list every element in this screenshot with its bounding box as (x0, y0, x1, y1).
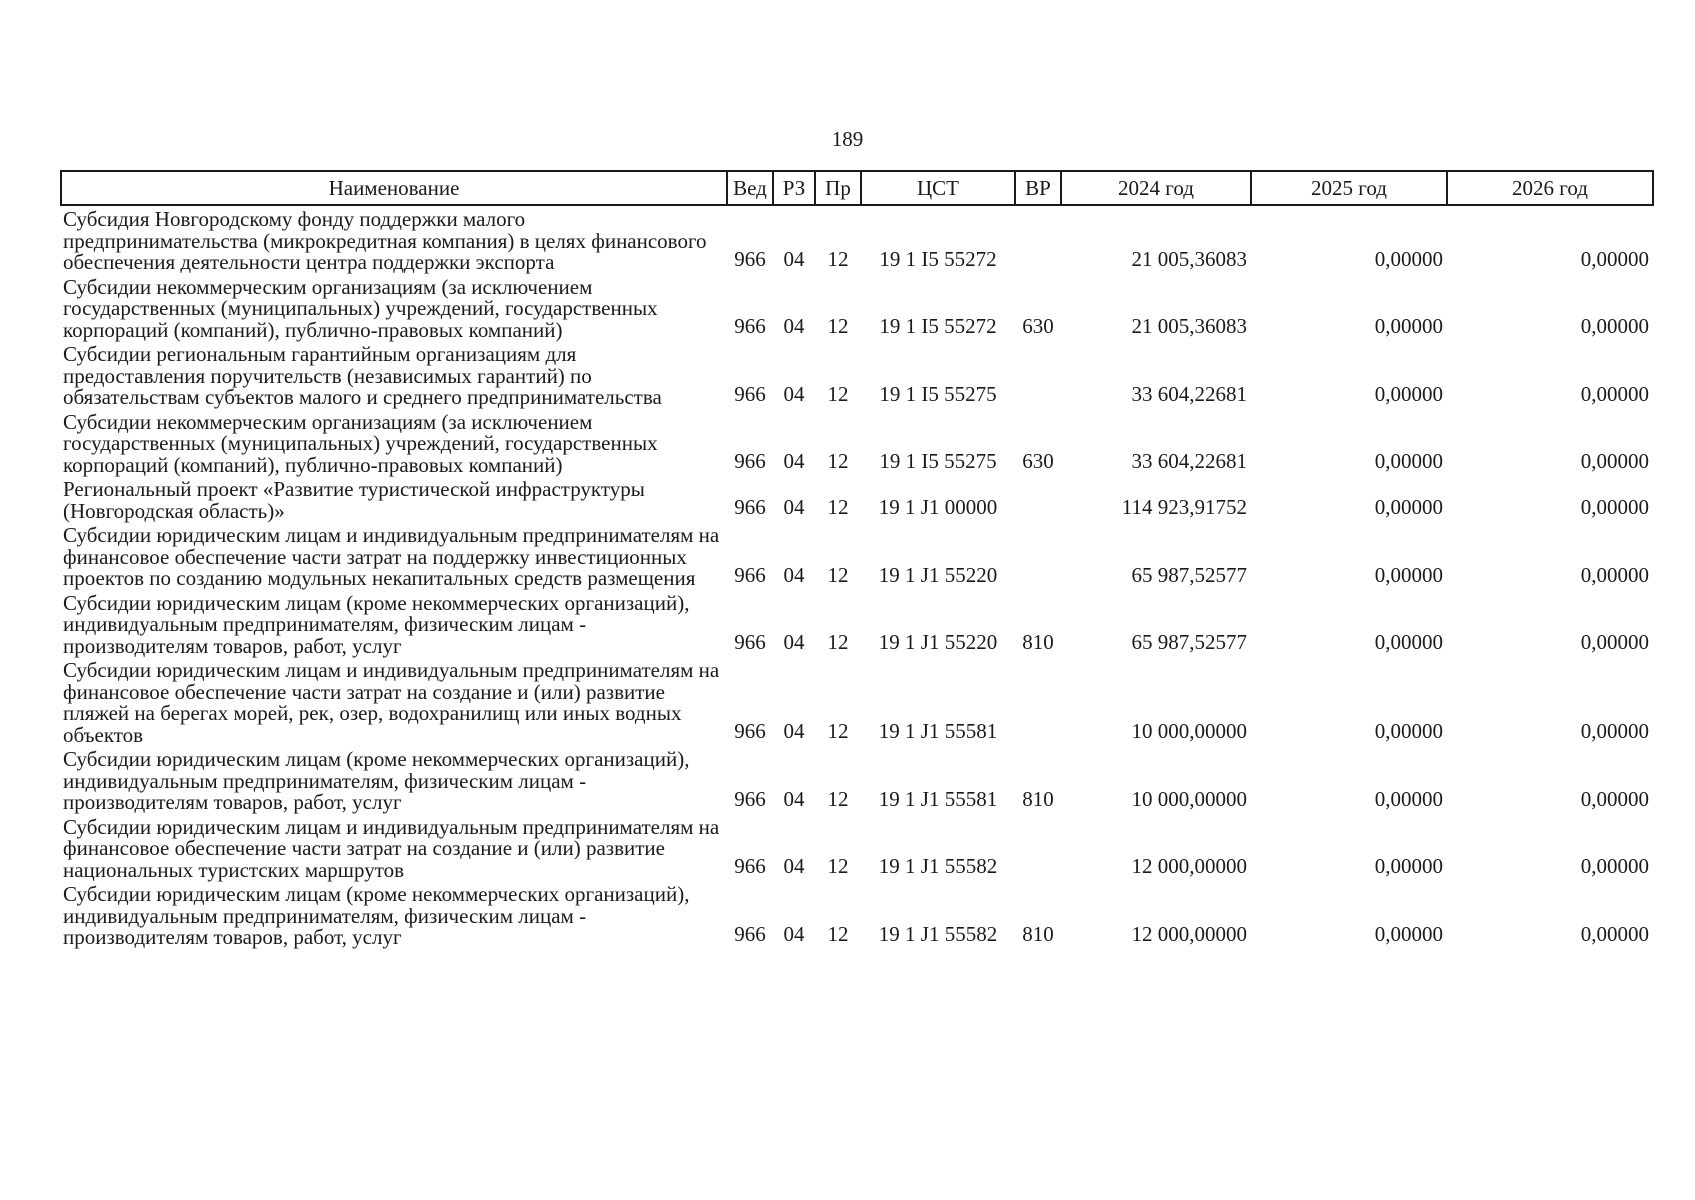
row-rz: 04 (783, 381, 805, 406)
row-amount-2024: 10 000,00000 (1131, 786, 1247, 811)
row-amount-2025: 0,00000 (1374, 719, 1443, 743)
row-ved: 966 (734, 246, 766, 271)
table-row (61, 657, 1653, 746)
row-amount-2025: 0,00000 (1374, 381, 1443, 406)
row-name: Субсидии юридическим лицам и индивидуальным предпринимателям на финансовое обеспечение части затрат на создание и (или) развитие национальных туристских маршрутов (63, 814, 720, 882)
table-row (61, 409, 1653, 477)
row-name: Субсидии региональным гарантийным организациям для предоставления поручительств (независимых гарантий) по обязательствам субъектов малого и среднего предпринимательства (63, 342, 662, 409)
header-rz: РЗ (773, 171, 815, 205)
row-pr: 12 (827, 786, 849, 811)
row-amount-2024: 21 005,36083 (1131, 246, 1247, 271)
row-amount-2025: 0,00000 (1374, 495, 1443, 519)
row-rz: 04 (783, 719, 805, 743)
row-amount-2024: 21 005,36083 (1131, 314, 1247, 338)
header-2026: 2026 год (1447, 171, 1653, 205)
row-pr: 12 (827, 562, 849, 587)
row-amount-2026: 0,00000 (1580, 246, 1649, 271)
row-vr: 810 (1022, 630, 1054, 654)
row-amount-2026: 0,00000 (1580, 495, 1649, 519)
row-rz: 04 (783, 246, 805, 271)
row-rz: 04 (783, 314, 805, 338)
row-amount-2026: 0,00000 (1580, 786, 1649, 811)
row-amount-2025: 0,00000 (1374, 246, 1443, 271)
row-rz: 04 (783, 630, 805, 654)
row-ved: 966 (734, 921, 766, 946)
row-vr: 630 (1022, 449, 1054, 473)
row-rz: 04 (783, 495, 805, 519)
row-pr: 12 (827, 314, 849, 338)
row-amount-2026: 0,00000 (1580, 449, 1649, 473)
row-ved: 966 (734, 786, 766, 811)
row-amount-2024: 33 604,22681 (1131, 381, 1247, 406)
row-amount-2026: 0,00000 (1580, 719, 1649, 743)
row-name: Субсидии юридическим лицам (кроме некоммерческих организаций), индивидуальным предпринимателям, физическим лицам - производителям товаров, работ, услуг (63, 590, 690, 658)
row-ved: 966 (734, 854, 766, 878)
row-rz: 04 (783, 786, 805, 811)
budget-table (60, 170, 1654, 949)
table-row (61, 590, 1653, 658)
row-vr: 810 (1022, 786, 1054, 811)
header-ved: Вед (727, 171, 773, 205)
row-cst: 19 1 J1 55581 (878, 719, 998, 743)
row-pr: 12 (827, 854, 849, 878)
row-rz: 04 (783, 449, 805, 473)
table-row (61, 881, 1653, 949)
row-amount-2025: 0,00000 (1374, 630, 1443, 654)
row-vr (1015, 522, 1061, 590)
row-amount-2024: 10 000,00000 (1131, 719, 1247, 743)
row-name: Субсидии некоммерческим организациям (за исключением государственных (муниципальных) учреждений, государственных корпораций (компаний), публично-правовых компаний) (63, 409, 658, 477)
row-amount-2024: 12 000,00000 (1131, 921, 1247, 946)
row-ved: 966 (734, 562, 766, 587)
row-amount-2025: 0,00000 (1374, 786, 1443, 811)
row-cst: 19 1 I5 55272 (879, 314, 997, 338)
row-vr (1015, 341, 1061, 409)
row-rz: 04 (783, 921, 805, 946)
row-vr: 810 (1022, 921, 1054, 946)
row-pr: 12 (827, 495, 849, 519)
row-rz: 04 (783, 854, 805, 878)
header-name: Наименование (61, 171, 727, 205)
row-cst: 19 1 I5 55275 (879, 381, 997, 406)
row-amount-2025: 0,00000 (1374, 314, 1443, 338)
row-cst: 19 1 J1 55581 (878, 786, 998, 811)
table-row (61, 814, 1653, 882)
table-row (61, 274, 1653, 342)
row-cst: 19 1 J1 00000 (878, 495, 998, 519)
row-amount-2026: 0,00000 (1580, 381, 1649, 406)
row-vr (1015, 205, 1061, 274)
row-vr (1015, 476, 1061, 522)
row-amount-2024: 114 923,91752 (1121, 495, 1247, 519)
header-cst: ЦСТ (861, 171, 1015, 205)
header-pr: Пр (815, 171, 861, 205)
row-vr (1015, 814, 1061, 882)
table-body (61, 205, 1653, 949)
row-ved: 966 (734, 630, 766, 654)
row-name: Региональный проект «Развитие туристической инфраструктуры (Новгородская область)» (63, 477, 645, 523)
row-cst: 19 1 I5 55272 (879, 246, 997, 271)
row-vr: 630 (1022, 314, 1054, 338)
row-cst: 19 1 J1 55582 (878, 921, 998, 946)
header-2024: 2024 год (1061, 171, 1251, 205)
row-amount-2025: 0,00000 (1374, 562, 1443, 587)
row-name: Субсидии юридическим лицам и индивидуальным предпринимателям на финансовое обеспечение части затрат на создание и (или) развитие пляжей на берегах морей, рек, озер, водохранилищ или иных водных объектов (63, 658, 720, 747)
header-row (61, 171, 1653, 205)
row-pr: 12 (827, 381, 849, 406)
row-pr: 12 (827, 719, 849, 743)
row-vr (1015, 657, 1061, 746)
header-2025: 2025 год (1251, 171, 1447, 205)
row-ved: 966 (734, 314, 766, 338)
row-amount-2026: 0,00000 (1580, 314, 1649, 338)
row-ved: 966 (734, 381, 766, 406)
row-amount-2025: 0,00000 (1374, 921, 1443, 946)
row-amount-2024: 12 000,00000 (1131, 854, 1247, 878)
table-row (61, 476, 1653, 522)
row-name: Субсидия Новгородскому фонду поддержки малого предпринимательства (микрокредитная компания) в целях финансового обеспечения деятельности центра поддержки экспорта (63, 207, 707, 274)
row-amount-2025: 0,00000 (1374, 449, 1443, 473)
row-amount-2024: 65 987,52577 (1131, 630, 1247, 654)
table-row (61, 341, 1653, 409)
row-amount-2026: 0,00000 (1580, 562, 1649, 587)
row-amount-2025: 0,00000 (1374, 854, 1443, 878)
table-row (61, 522, 1653, 590)
page-number: 189 (831, 127, 864, 151)
row-ved: 966 (734, 449, 766, 473)
row-pr: 12 (827, 449, 849, 473)
row-pr: 12 (827, 630, 849, 654)
row-name: Субсидии юридическим лицам и индивидуальным предпринимателям на финансовое обеспечение части затрат на поддержку инвестиционных проектов по созданию модульных некапитальных средств размещения (63, 523, 720, 590)
row-amount-2026: 0,00000 (1580, 630, 1649, 654)
row-amount-2026: 0,00000 (1580, 854, 1649, 878)
row-ved: 966 (734, 495, 766, 519)
row-cst: 19 1 I5 55275 (879, 449, 997, 473)
header-vr: ВР (1015, 171, 1061, 205)
table-row (61, 205, 1653, 274)
row-cst: 19 1 J1 55220 (878, 630, 998, 654)
row-rz: 04 (783, 562, 805, 587)
table-row (61, 746, 1653, 814)
row-amount-2024: 65 987,52577 (1131, 562, 1247, 587)
row-pr: 12 (827, 921, 849, 946)
row-cst: 19 1 J1 55582 (878, 854, 998, 878)
row-name: Субсидии юридическим лицам (кроме некоммерческих организаций), индивидуальным предпринимателям, физическим лицам - производителям товаров, работ, услуг (63, 882, 690, 949)
row-amount-2026: 0,00000 (1580, 921, 1649, 946)
row-name: Субсидии некоммерческим организациям (за исключением государственных (муниципальных) учреждений, государственных корпораций (компаний), публично-правовых компаний) (63, 274, 658, 342)
row-name: Субсидии юридическим лицам (кроме некоммерческих организаций), индивидуальным предпринимателям, физическим лицам - производителям товаров, работ, услуг (63, 747, 690, 814)
row-ved: 966 (734, 719, 766, 743)
row-cst: 19 1 J1 55220 (878, 562, 998, 587)
row-amount-2024: 33 604,22681 (1131, 449, 1247, 473)
row-pr: 12 (827, 246, 849, 271)
